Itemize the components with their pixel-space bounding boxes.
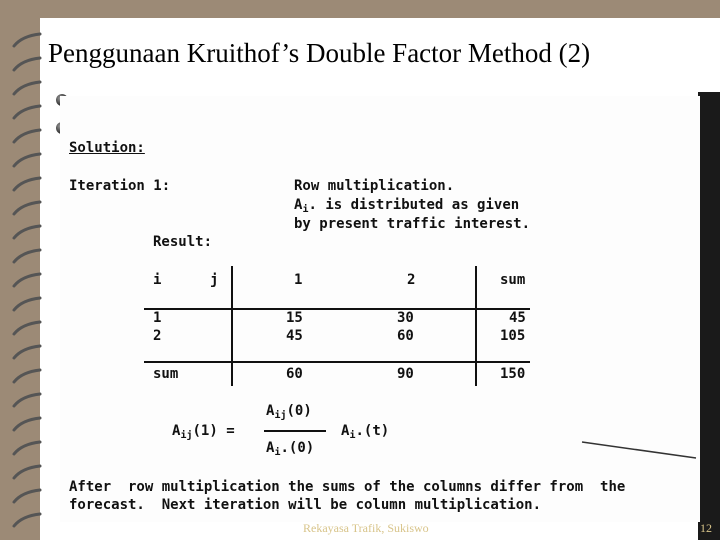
- formula-fraction-bar: [264, 430, 326, 432]
- formula-den-sub: i: [274, 447, 281, 458]
- slide-title: Penggunaan Kruithof’s Double Factor Method (2): [48, 38, 591, 68]
- table-row-2-i: 2: [153, 328, 162, 344]
- result-label: Result:: [153, 234, 213, 250]
- formula-num-symbol: A: [266, 403, 275, 419]
- conclusion-line-1: After row multiplication the sums of the columns differ from the: [69, 479, 626, 495]
- subscript-i: i: [302, 204, 309, 215]
- formula-lhs-arg: (1) =: [192, 423, 235, 439]
- formula-rhs-sub: i: [349, 430, 356, 441]
- row-mult-title: Row multiplication.: [294, 178, 455, 194]
- table-row-1-c2: 30: [397, 310, 414, 326]
- slide-footer: Rekayasa Trafik, Sukiswo: [303, 521, 429, 535]
- scan-artifact-line: [582, 442, 696, 458]
- solution-heading: Solution:: [69, 140, 145, 156]
- table-row-1-sum: 45: [509, 310, 526, 326]
- formula-num-sub: ij: [274, 410, 287, 421]
- page-number: 12: [700, 521, 712, 535]
- table-row-2-c2: 60: [397, 328, 414, 344]
- formula-rhs: [341, 423, 389, 439]
- formula-rhs-symbol: A: [341, 423, 350, 439]
- table-row-1-i: 1: [153, 310, 162, 326]
- table-sum-label: sum: [153, 366, 179, 382]
- formula-rhs-arg: .(t): [355, 423, 390, 439]
- table-row-2-c1: 45: [286, 328, 303, 344]
- table-header-sum: sum: [500, 272, 526, 288]
- formula-lhs-symbol: A: [172, 423, 181, 439]
- iteration-label: Iteration 1:: [69, 178, 171, 194]
- formula-denominator: [266, 440, 314, 456]
- row-mult-line2-text: is distributed as given: [325, 197, 520, 213]
- table-row-1-c1: 15: [286, 310, 303, 326]
- conclusion-line-2: forecast. Next iteration will be column multiplication.: [69, 497, 542, 513]
- table-row-2-sum: 105: [500, 328, 526, 344]
- formula-lhs: [172, 423, 235, 439]
- row-mult-line3: by present traffic interest.: [294, 216, 531, 232]
- table-sum-c1: 60: [286, 366, 303, 382]
- formula-den-symbol: A: [266, 440, 275, 456]
- table-header-col1: 1: [294, 272, 303, 288]
- formula-lhs-sub: ij: [180, 430, 193, 441]
- table-header-j: j: [210, 272, 219, 288]
- table-header-i: i: [153, 272, 162, 288]
- table-sum-total: 150: [500, 366, 526, 382]
- table-sum-c2: 90: [397, 366, 414, 382]
- formula-den-arg: .(0): [280, 440, 315, 456]
- formula-num-arg: (0): [286, 403, 312, 419]
- symbol-a: A: [294, 197, 303, 213]
- formula-numerator: [266, 403, 312, 419]
- dot: .: [308, 197, 317, 213]
- table-header-col2: 2: [407, 272, 416, 288]
